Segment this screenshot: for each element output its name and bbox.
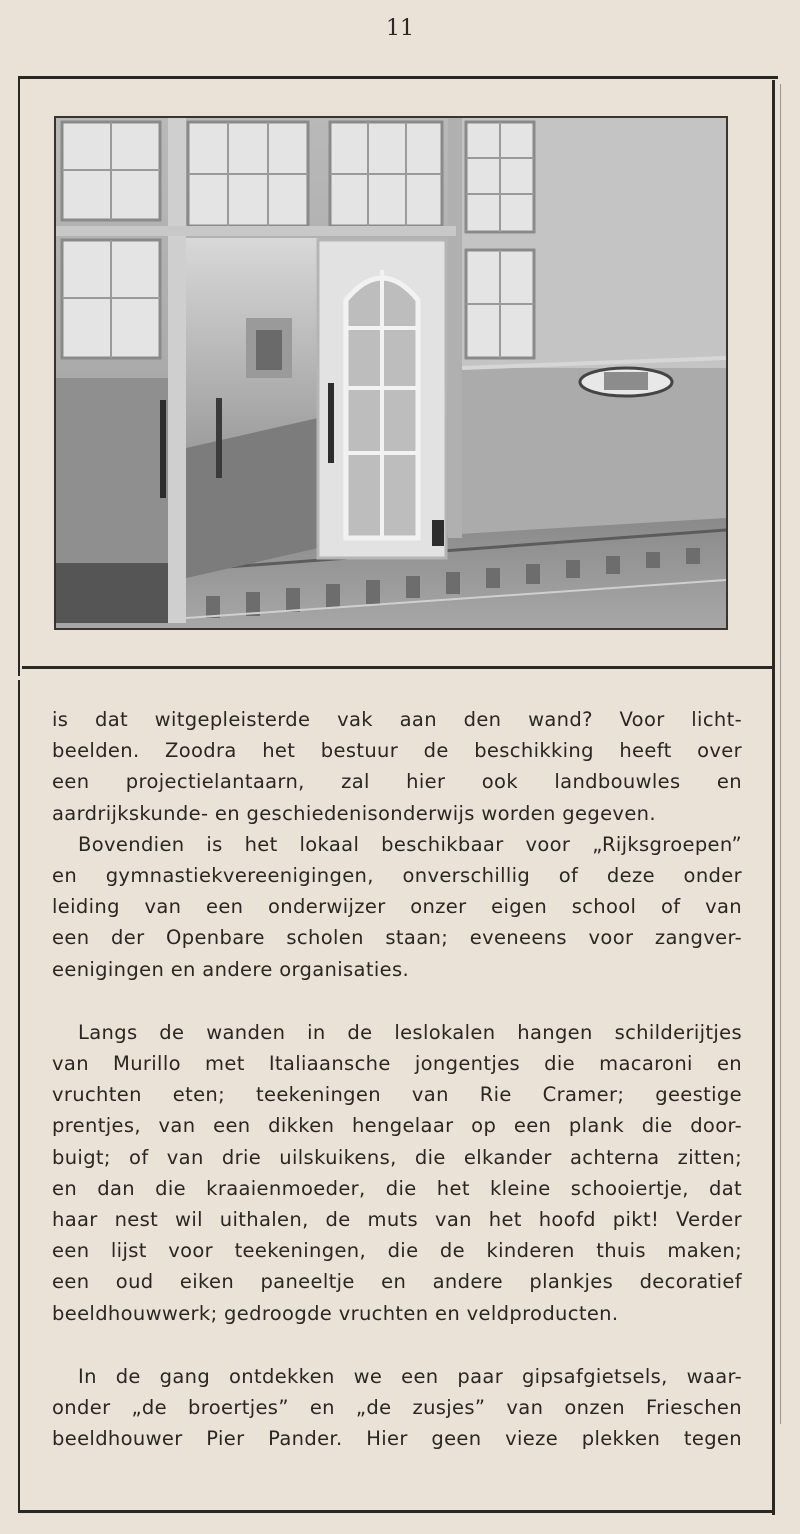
text-line: vruchten eten; teekeningen van Rie Cramer; geestige [52,1083,742,1107]
text-line: is dat witgepleisterde vak aan den wand? Voor licht- [52,708,742,731]
frame-right-rule [772,80,775,1515]
text-line: en gymnastiekvereenigingen, onverschillig of deze onder [52,864,742,888]
text-line: beeldhouwer Pier Pander. Hier geen vieze plekken tegen [52,1427,742,1451]
page-number: 11 [386,16,414,41]
text-line: onder „de broertjes” en „de zusjes” van onzen Frieschen [52,1396,742,1420]
frame-right-outer-rule [780,84,781,1424]
text-line: In de gang ontdekken we een paar gipsafgietsels, waar- [78,1364,742,1388]
text-line: aardrijkskunde- en geschiedenisonderwijs worden gegeven. [52,801,656,825]
text-line: een projectielantaarn, zal hier ook landbouwles en [52,770,742,794]
text-line: een lijst voor teekeningen, die de kinderen thuis maken; [52,1239,742,1263]
text-line: buigt; of van drie uilskuikens, die elkander achterna zitten; [52,1145,742,1169]
text-line: van Murillo met Italiaansche jongentjes die macaroni en [52,1052,742,1076]
frame-bottom-rule [18,1510,775,1513]
frame-left-rule-lower [18,680,20,1510]
text-line: eenigingen en andere organisaties. [52,957,410,981]
frame-left-rule [18,76,20,676]
text-line: beelden. Zoodra het bestuur de beschikking heeft over [52,739,742,763]
text-line: een oud eiken paneeltje en andere plankjes decoratief [52,1270,742,1294]
text-line: een der Openbare scholen staan; eveneens voor zangver- [52,926,742,950]
text-line: leiding van een onderwijzer onzer eigen school of van [52,895,742,919]
text-line: Langs de wanden in de leslokalen hangen schilderijtjes [78,1020,742,1044]
frame-divider-rule [22,666,772,669]
article-text [52,704,742,1454]
text-line: haar nest wil uithalen, de muts van het hoofd pikt! Verder [52,1208,742,1232]
frame-top-rule [18,76,778,79]
text-line: prentjes, van een dikken hengelaar op een plank die door- [52,1114,742,1138]
text-line: Bovendien is het lokaal beschikbaar voor „Rijksgroepen” [78,832,742,856]
classroom-door-photo [54,116,728,630]
text-line: en dan die kraaienmoeder, die het kleine schooiertje, dat [52,1176,742,1200]
text-line: beeldhouwwerk; gedroogde vruchten en veldproducten. [52,1301,619,1325]
